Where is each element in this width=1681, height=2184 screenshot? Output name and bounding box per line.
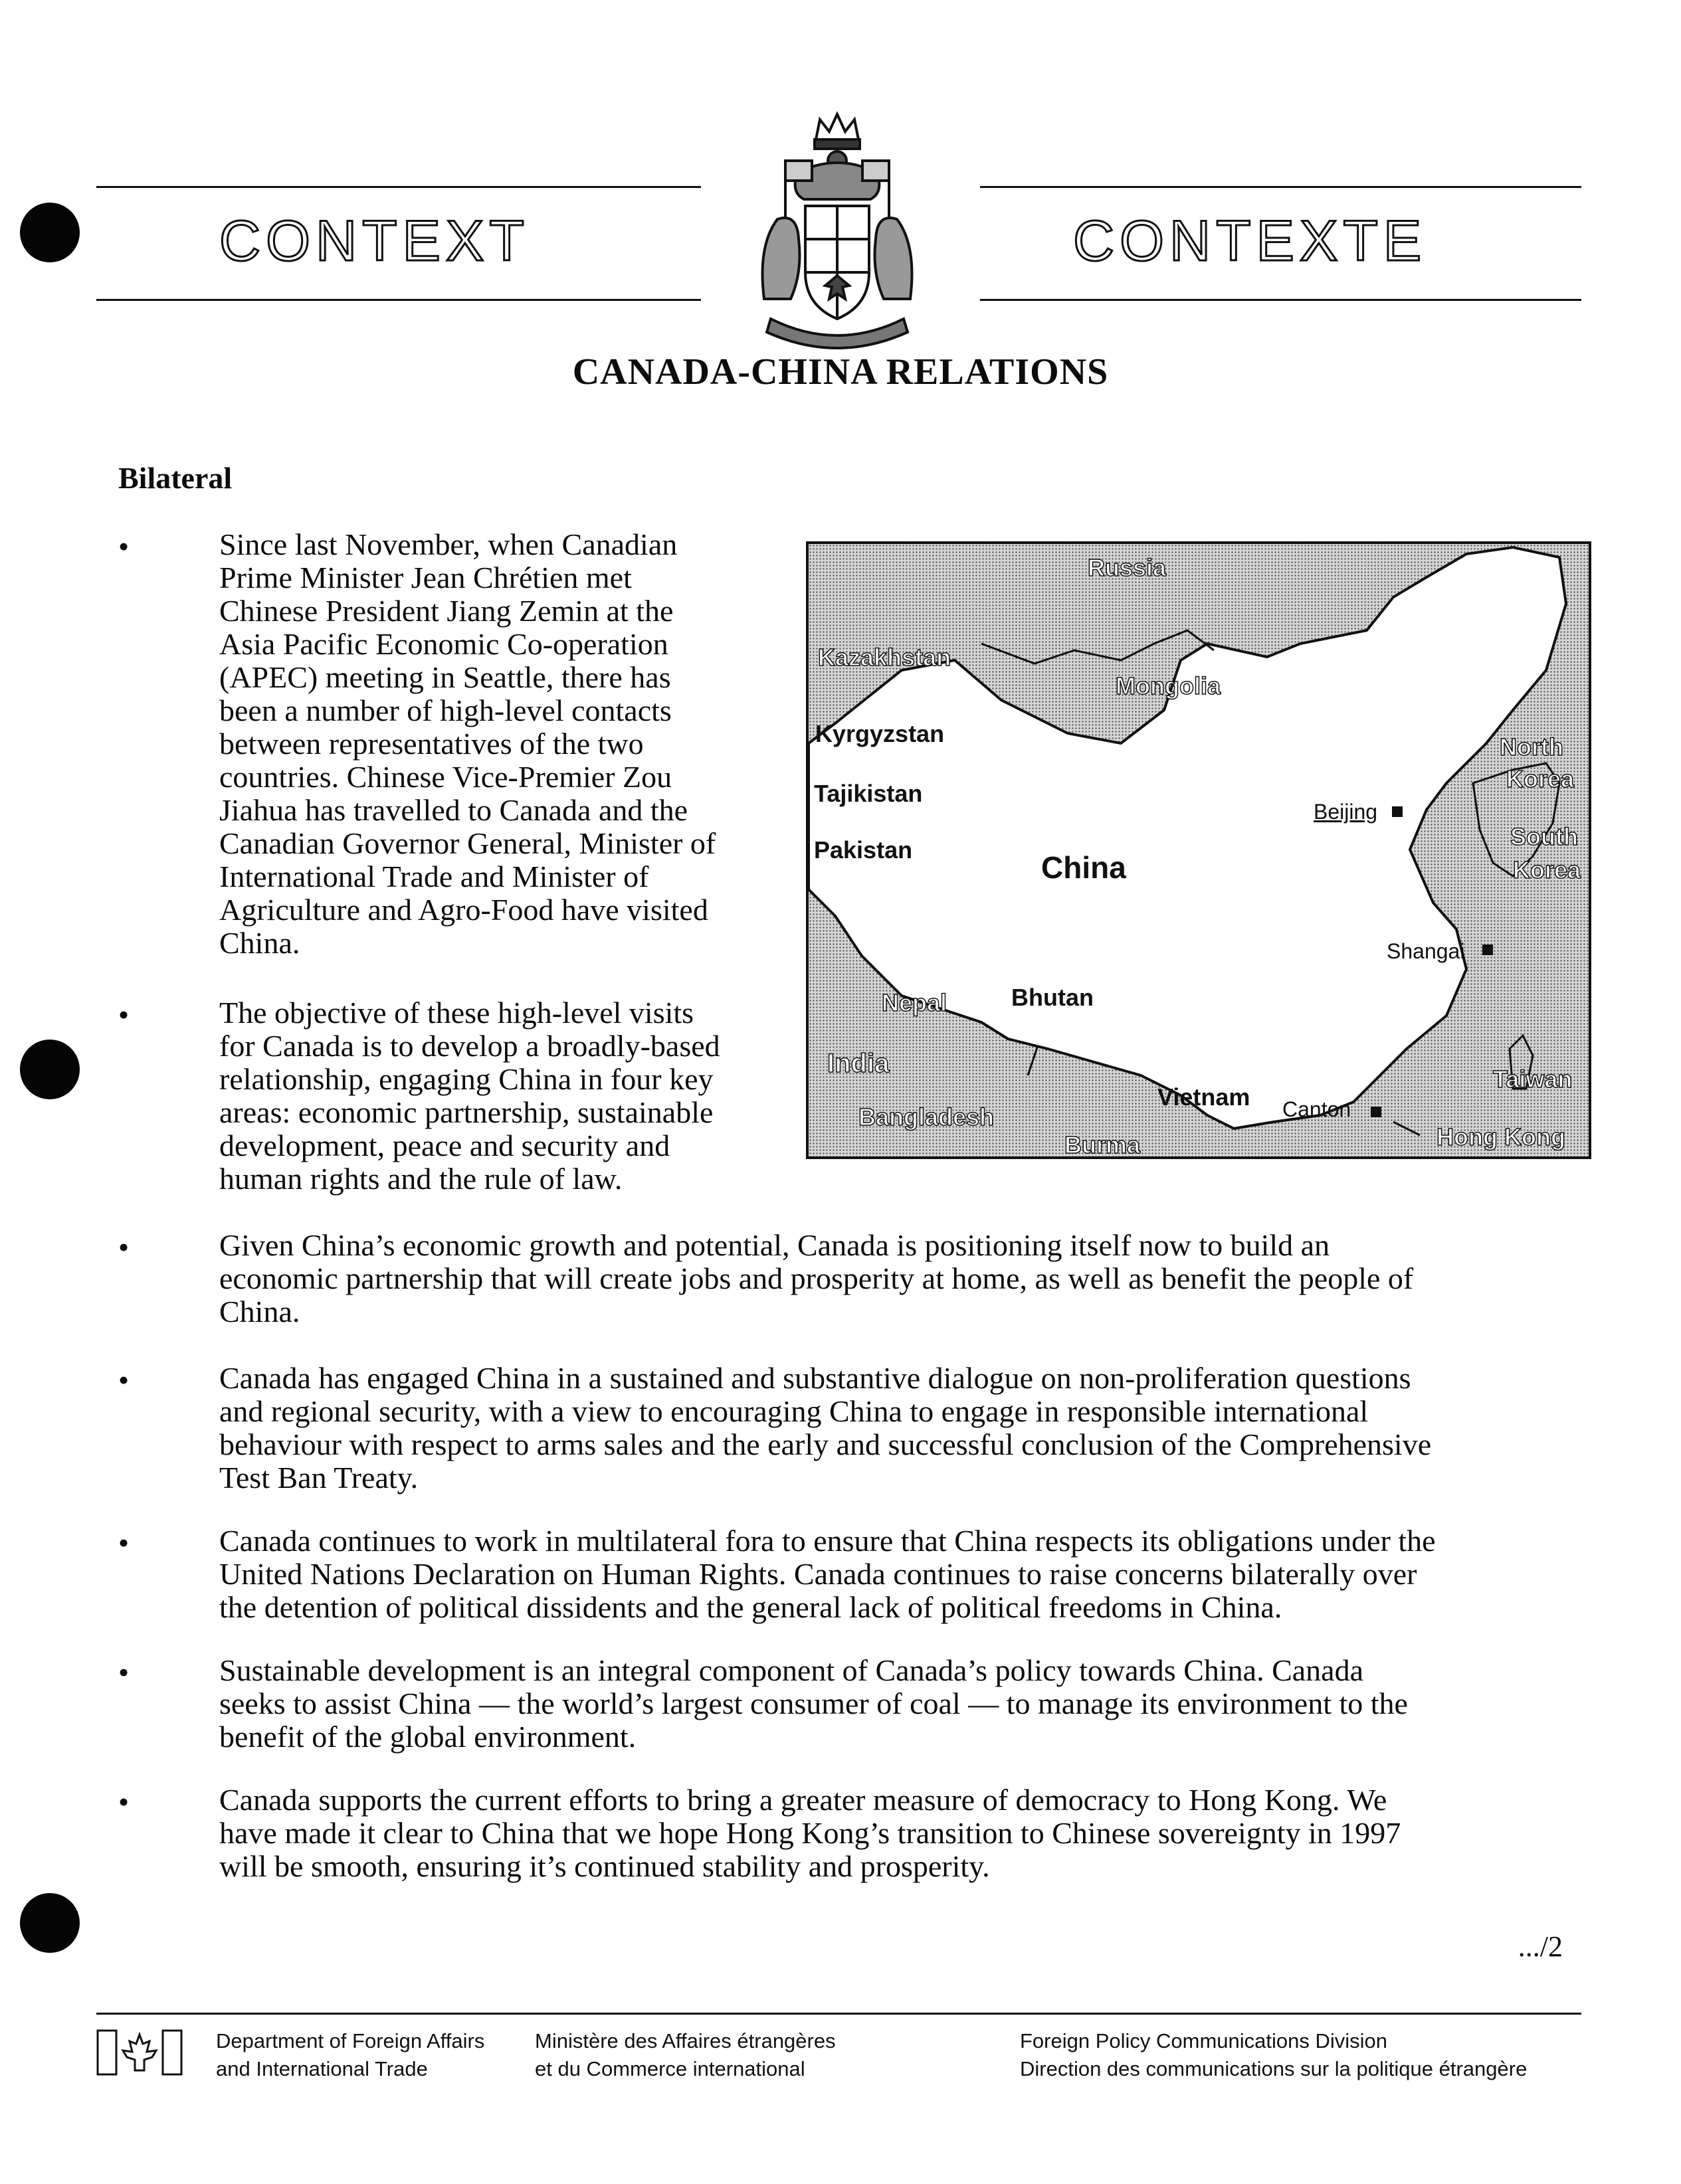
text-line: China. <box>219 1295 300 1328</box>
canada-flag-icon <box>96 2029 183 2076</box>
text-line: areas: economic partnership, sustainable <box>219 1095 714 1129</box>
map-label-bangladesh: Bangladesh <box>858 1103 995 1131</box>
header-rule-right-bottom <box>980 299 1581 301</box>
text-line: Canada supports the current efforts to bring a greater measure of democracy to Hong Kong. We <box>219 1783 1387 1817</box>
bullet-icon: • <box>118 529 130 563</box>
page-title: CANADA-CHINA RELATIONS <box>572 351 1109 393</box>
text-line: Canadian Governor General, Minister of <box>219 826 716 860</box>
text-line: will be smooth, ensuring it’s continued stability and prosperity. <box>219 1849 990 1883</box>
text-line: economic partnership that will create jobs and prosperity at home, as well as benefit the people of <box>219 1261 1414 1295</box>
map-label-mongolia: Mongolia <box>1116 672 1221 699</box>
text-line: Jiahua has travelled to Canada and the <box>219 793 688 827</box>
text-line: United Nations Declaration on Human Rights. Canada continues to raise concerns bilaterally over <box>219 1557 1417 1591</box>
footer-line: et du Commerce international <box>535 2057 805 2080</box>
bullet-icon: • <box>118 1785 130 1819</box>
footer-department-french <box>535 2027 836 2083</box>
text-line: human rights and the rule of law. <box>219 1162 623 1196</box>
text-line: Chinese President Jiang Zemin at the <box>219 594 674 628</box>
text-line: Prime Minister Jean Chrétien met <box>219 561 632 594</box>
text-line: countries. Chinese Vice-Premier Zou <box>219 760 672 794</box>
map-label-beijing: Beijing <box>1314 800 1378 824</box>
text-line: Canada continues to work in multilateral fora to ensure that China respects its obligations under the <box>219 1524 1436 1558</box>
bullet-icon: • <box>118 1363 130 1397</box>
map-label-hong-kong: Hong Kong <box>1436 1123 1565 1150</box>
beijing-marker <box>1392 806 1403 817</box>
context-french: CONTEXTE <box>1073 209 1427 273</box>
bullet-paragraph-4 <box>219 1362 1431 1495</box>
bullet-paragraph-7 <box>219 1783 1401 1883</box>
footer-line: Department of Foreign Affairs <box>216 2029 485 2052</box>
map-label-nepal: Nepal <box>882 989 947 1016</box>
text-line: Given China’s economic growth and potential, Canada is positioning itself now to build an <box>219 1228 1330 1262</box>
map-label-shangai: Shangai <box>1387 939 1465 963</box>
map-label-kazakhstan: Kazakhstan <box>818 644 951 671</box>
footer-rule <box>96 2013 1581 2015</box>
text-line: seeks to assist China — the world’s largest consumer of coal — to manage its environment to the <box>219 1686 1408 1720</box>
footer-line: Ministère des Affaires étrangères <box>535 2029 836 2052</box>
bullet-paragraph-5 <box>219 1524 1436 1624</box>
map-label-canton: Canton <box>1282 1097 1351 1121</box>
map-label-india: India <box>827 1049 890 1078</box>
map-label-kyrgyzstan: Kyrgyzstan <box>815 720 945 747</box>
canton-marker <box>1371 1107 1381 1117</box>
text-line: Agriculture and Agro-Food have visited <box>219 893 708 927</box>
text-line: Test Ban Treaty. <box>219 1461 419 1495</box>
text-line: (APEC) meeting in Seattle, there has <box>219 660 671 694</box>
text-line: The objective of these high-level visits <box>219 996 694 1030</box>
footer-department-english <box>216 2027 484 2083</box>
text-line: Canada has engaged China in a sustained and substantive dialogue on non-proliferation questions <box>219 1361 1411 1395</box>
text-line: the detention of political dissidents and the general lack of political freedoms in China. <box>219 1590 1282 1624</box>
map-label-south-korea-1: South <box>1510 823 1578 850</box>
footer-line: Direction des communications sur la politique étrangère <box>1020 2057 1528 2080</box>
bullet-icon: • <box>118 1230 130 1264</box>
map-label-south-korea-2: Korea <box>1513 856 1581 883</box>
section-heading: Bilateral <box>118 461 233 495</box>
text-line: behaviour with respect to arms sales and the early and successful conclusion of the Comprehensive <box>219 1427 1432 1461</box>
text-line: Since last November, when Canadian <box>219 527 678 561</box>
punch-hole-bottom <box>20 1893 80 1953</box>
map-graphic <box>809 544 1589 1156</box>
text-line: China. <box>219 926 300 960</box>
text-line: benefit of the global environment. <box>219 1720 637 1754</box>
text-line: Asia Pacific Economic Co-operation <box>219 627 668 661</box>
header-rule-right-top <box>980 186 1581 188</box>
footer-line: and International Trade <box>216 2057 428 2080</box>
page-indicator: .../2 <box>1518 1930 1563 1963</box>
map-label-taiwan: Taiwan <box>1493 1065 1573 1093</box>
bullet-paragraph-6 <box>219 1654 1408 1754</box>
text-line: been a number of high-level contacts <box>219 693 672 727</box>
map-label-china: China <box>1041 850 1126 885</box>
text-line: Sustainable development is an integral component of Canada’s policy towards China. Canada <box>219 1653 1364 1687</box>
text-line: have made it clear to China that we hope Hong Kong’s transition to Chinese sovereignty in 1997 <box>219 1816 1401 1850</box>
bullet-icon: • <box>118 1526 130 1560</box>
text-line: relationship, engaging China in four key <box>219 1062 714 1096</box>
bullet-icon: • <box>118 998 130 1032</box>
text-line: development, peace and security and <box>219 1129 670 1162</box>
header-rule-left-bottom <box>96 299 701 301</box>
punch-hole-middle <box>20 1040 80 1099</box>
map-label-north-korea-1: North <box>1500 733 1563 761</box>
text-line: International Trade and Minister of <box>219 860 649 893</box>
shangai-marker <box>1482 945 1493 955</box>
map-label-pakistan: Pakistan <box>814 836 913 864</box>
bullet-paragraph-2 <box>219 996 720 1196</box>
map-label-russia: Russia <box>1088 554 1167 581</box>
footer-line: Foreign Policy Communications Division <box>1020 2029 1388 2052</box>
map-label-vietnam: Vietnam <box>1157 1083 1250 1111</box>
map-label-burma: Burma <box>1064 1131 1141 1158</box>
map-label-north-korea-2: Korea <box>1506 765 1575 792</box>
coat-of-arms-icon <box>751 100 924 352</box>
context-english: CONTEXT <box>219 209 530 273</box>
punch-hole-top <box>20 203 80 262</box>
header-rule-left-top <box>96 186 701 188</box>
bullet-paragraph-1 <box>219 528 716 960</box>
bullet-icon: • <box>118 1655 130 1689</box>
bullet-paragraph-3 <box>219 1229 1413 1328</box>
footer-division <box>1020 2027 1527 2083</box>
text-line: for Canada is to develop a broadly-based <box>219 1029 720 1063</box>
china-map <box>806 541 1591 1159</box>
text-line: between representatives of the two <box>219 727 644 761</box>
map-label-tajikistan: Tajikistan <box>814 780 923 807</box>
text-line: and regional security, with a view to encouraging China to engage in responsible international <box>219 1394 1369 1428</box>
map-label-bhutan: Bhutan <box>1011 984 1094 1011</box>
